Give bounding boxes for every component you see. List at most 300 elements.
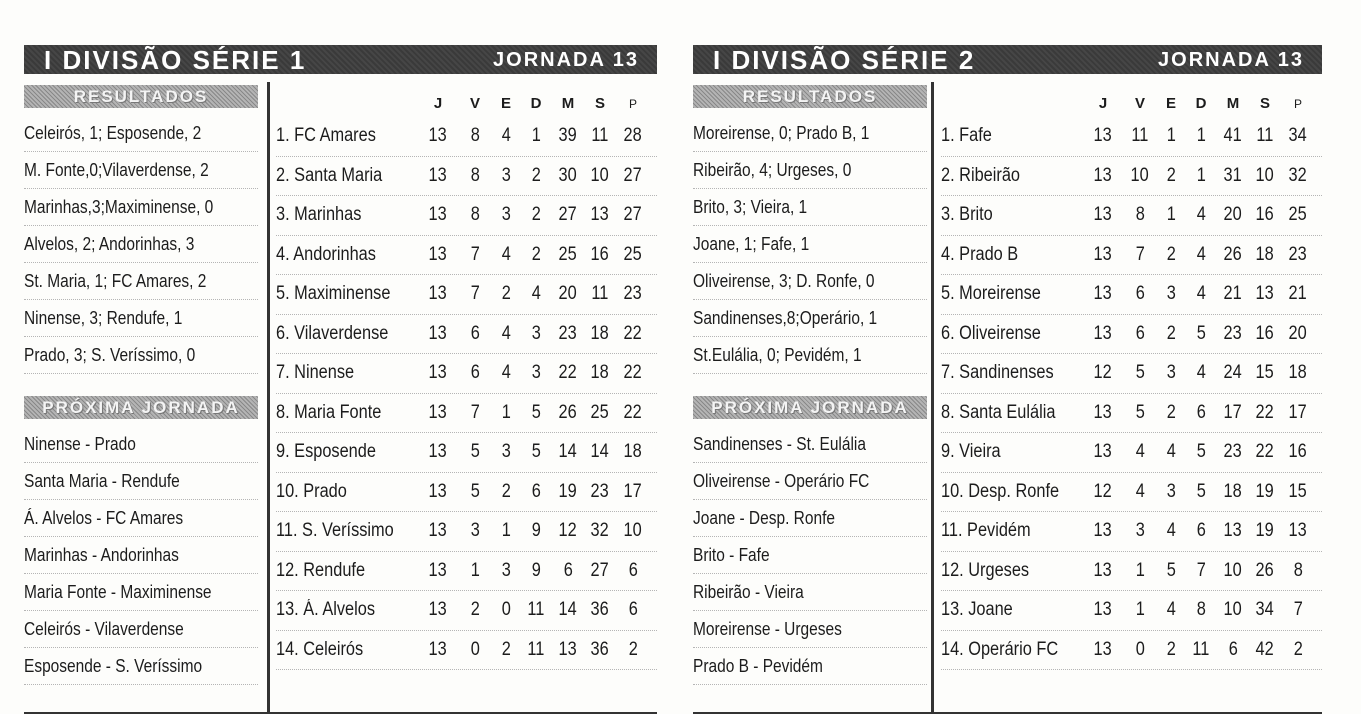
standings-row [941, 591, 1322, 631]
stat-s: 18 [590, 362, 610, 383]
stat-s: 27 [590, 559, 610, 581]
fixture-item: Ribeirão - Vieira [693, 574, 927, 611]
team-name: 14. Celeirós [276, 638, 364, 660]
stat-m: 25 [558, 243, 578, 265]
standings-row [276, 236, 657, 276]
stat-e: 5 [1166, 559, 1176, 581]
stat-j: 13 [1093, 401, 1113, 423]
stat-v: 8 [470, 204, 480, 225]
stat-j: 13 [428, 322, 448, 344]
stat-j: 13 [428, 362, 448, 383]
fixture-item: Sandinenses - St. Eulália [693, 426, 927, 463]
fixture-item: Joane - Desp. Ronfe [693, 500, 927, 537]
standings-row [276, 117, 657, 157]
stat-p: 17 [1288, 401, 1308, 423]
results-header: RESULTADOS [24, 85, 258, 108]
stat-j: 13 [1093, 559, 1113, 581]
stat-d: 5 [1196, 480, 1206, 502]
division-panel-serie-2 [693, 45, 1322, 713]
team-name: 14. Operário FC [941, 638, 1059, 660]
standings-row [276, 473, 657, 513]
stat-p: 27 [623, 164, 643, 186]
stat-s: 34 [1255, 599, 1275, 620]
team-name: 4. Prado B [941, 243, 1019, 265]
team-name: 2. Santa Maria [276, 164, 383, 186]
standings-body [276, 117, 657, 670]
stat-d: 9 [531, 559, 541, 581]
stat-j: 13 [1093, 638, 1113, 660]
stat-j: 12 [1093, 480, 1113, 502]
stat-d: 5 [1196, 441, 1206, 462]
stat-p: 13 [1288, 520, 1308, 541]
stat-m: 23 [1223, 322, 1243, 344]
stat-e: 3 [501, 559, 511, 581]
stat-m: 26 [1223, 243, 1243, 265]
stat-e: 2 [1166, 164, 1176, 186]
result-item: Marinhas,3;Maximinense, 0 [24, 189, 258, 226]
standings-header-row [941, 91, 1322, 117]
result-item: Moreirense, 0; Prado B, 1 [693, 115, 927, 152]
stat-s: 19 [1255, 480, 1275, 502]
fixture-item: Oliveirense - Operário FC [693, 463, 927, 500]
stat-m: 24 [1223, 362, 1243, 383]
fixture-item: Santa Maria - Rendufe [24, 463, 258, 500]
stat-d: 1 [531, 125, 541, 146]
stat-e: 4 [501, 322, 511, 344]
stat-p: 2 [628, 638, 638, 660]
team-name: 12. Urgeses [941, 559, 1030, 581]
stat-s: 11 [591, 125, 609, 146]
stat-v: 1 [1135, 599, 1145, 620]
stat-d: 5 [1196, 322, 1206, 344]
team-name: 13. Á. Alvelos [276, 599, 376, 620]
stat-d: 7 [1196, 559, 1206, 581]
stat-e: 3 [501, 204, 511, 225]
stat-v: 4 [1135, 480, 1145, 502]
stat-m: 19 [558, 480, 578, 502]
stat-v: 6 [1135, 322, 1145, 344]
team-name: 1. FC Amares [276, 125, 376, 146]
stat-d: 5 [531, 441, 541, 462]
standings-row [941, 275, 1322, 315]
stat-p: 22 [623, 401, 643, 423]
stat-s: 32 [590, 520, 610, 541]
stat-e: 4 [1166, 599, 1176, 620]
fixture-item: Esposende - S. Veríssimo [24, 648, 258, 685]
column-divider [931, 82, 934, 713]
stat-p: 17 [623, 480, 643, 502]
stat-e: 3 [1166, 283, 1176, 304]
stat-v: 3 [1135, 520, 1145, 541]
standings-table [276, 91, 657, 670]
column-divider [267, 82, 270, 713]
col-header-d: D [530, 95, 542, 112]
standings-header-row [276, 91, 657, 117]
division-header [693, 45, 1322, 74]
result-item: Ninense, 3; Rendufe, 1 [24, 300, 258, 337]
stat-d: 3 [531, 362, 541, 383]
stat-j: 13 [428, 204, 448, 225]
team-name: 10. Prado [276, 480, 347, 502]
stat-p: 32 [1288, 164, 1308, 186]
result-item: Joane, 1; Fafe, 1 [693, 226, 927, 263]
stat-m: 39 [558, 125, 578, 146]
stat-d: 4 [1196, 283, 1206, 304]
fixture-item: Marinhas - Andorinhas [24, 537, 258, 574]
stat-j: 13 [428, 559, 448, 581]
stat-d: 4 [1196, 243, 1206, 265]
col-header-p: P [628, 97, 637, 111]
stat-d: 11 [527, 638, 545, 660]
col-header-s: S [1259, 95, 1270, 112]
stat-s: 11 [1256, 125, 1274, 146]
results-column [693, 85, 927, 685]
standings-row [941, 196, 1322, 236]
team-name: 13. Joane [941, 599, 1013, 620]
team-name: 6. Oliveirense [941, 322, 1041, 344]
stat-v: 8 [470, 164, 480, 186]
stat-v: 0 [470, 638, 480, 660]
team-name: 6. Vilaverdense [276, 322, 389, 344]
col-header-v: V [1134, 95, 1145, 112]
stat-e: 1 [1166, 204, 1176, 225]
stat-d: 1 [1196, 164, 1206, 186]
stat-m: 26 [558, 401, 578, 423]
stat-j: 13 [1093, 125, 1113, 146]
stat-p: 8 [1293, 559, 1303, 581]
stat-p: 18 [1288, 362, 1308, 383]
stat-s: 16 [590, 243, 610, 265]
stat-v: 7 [470, 243, 480, 265]
stat-m: 6 [1228, 638, 1238, 660]
stat-j: 13 [428, 480, 448, 502]
team-name: 3. Marinhas [276, 204, 362, 225]
stat-e: 4 [501, 362, 511, 383]
stat-v: 5 [470, 480, 480, 502]
col-header-m: M [1226, 95, 1240, 112]
stat-d: 2 [531, 164, 541, 186]
stat-j: 12 [1093, 362, 1113, 383]
stat-v: 5 [1135, 401, 1145, 423]
col-header-e: E [500, 95, 511, 112]
stat-v: 7 [1135, 243, 1145, 265]
stat-m: 27 [558, 204, 578, 225]
fixture-item: Celeirós - Vilaverdense [24, 611, 258, 648]
next-round-header: PRÓXIMA JORNADA [693, 396, 927, 419]
result-item: St. Maria, 1; FC Amares, 2 [24, 263, 258, 300]
stat-s: 42 [1255, 638, 1275, 660]
stat-d: 6 [531, 480, 541, 502]
stat-s: 18 [1255, 243, 1275, 265]
standings-row [941, 433, 1322, 473]
stat-m: 17 [1223, 401, 1243, 423]
fixture-item: Moreirense - Urgeses [693, 611, 927, 648]
stat-j: 13 [1093, 441, 1113, 462]
stat-d: 1 [1196, 125, 1206, 146]
stat-j: 13 [1093, 164, 1113, 186]
standings-row [276, 591, 657, 631]
result-item: St.Eulália, 0; Pevidém, 1 [693, 337, 927, 374]
team-name: 11. Pevidém [941, 520, 1031, 541]
stat-v: 5 [470, 441, 480, 462]
standings-row [941, 512, 1322, 552]
stat-m: 20 [1223, 204, 1243, 225]
team-name: 7. Sandinenses [941, 362, 1054, 383]
stat-e: 2 [1166, 401, 1176, 423]
result-item: Sandinenses,8;Operário, 1 [693, 300, 927, 337]
stat-j: 13 [1093, 243, 1113, 265]
stat-j: 13 [428, 638, 448, 660]
stat-p: 22 [623, 322, 643, 344]
results-list [24, 115, 258, 374]
stat-s: 16 [1255, 322, 1275, 344]
stat-e: 3 [501, 164, 511, 186]
standings-body [941, 117, 1322, 670]
stat-m: 10 [1223, 559, 1243, 581]
stat-j: 13 [1093, 599, 1113, 620]
team-name: 7. Ninense [276, 362, 355, 383]
stat-e: 4 [501, 125, 511, 146]
standings-row [941, 631, 1322, 671]
stat-s: 26 [1255, 559, 1275, 581]
stat-e: 1 [1166, 125, 1176, 146]
stat-v: 4 [1135, 441, 1145, 462]
stat-p: 15 [1288, 480, 1308, 502]
stat-v: 3 [470, 520, 480, 541]
stat-m: 20 [558, 283, 578, 304]
standings-row [276, 157, 657, 197]
stat-m: 18 [1223, 480, 1243, 502]
result-item: Celeirós, 1; Esposende, 2 [24, 115, 258, 152]
stat-m: 31 [1223, 164, 1243, 186]
stat-e: 2 [501, 480, 511, 502]
stat-e: 3 [501, 441, 511, 462]
team-name: 5. Moreirense [941, 283, 1041, 304]
stat-m: 14 [558, 441, 578, 462]
stat-e: 2 [1166, 243, 1176, 265]
standings-row [941, 117, 1322, 157]
stat-m: 22 [558, 362, 578, 383]
standings-row [941, 473, 1322, 513]
stat-e: 4 [501, 243, 511, 265]
result-item: M. Fonte,0;Vilaverdense, 2 [24, 152, 258, 189]
stat-v: 6 [470, 362, 480, 383]
team-name: 4. Andorinhas [276, 243, 376, 265]
stat-e: 0 [501, 599, 511, 620]
col-header-d: D [1195, 95, 1207, 112]
stat-m: 23 [1223, 441, 1243, 462]
stat-v: 7 [470, 401, 480, 423]
stat-s: 15 [1255, 362, 1275, 383]
stat-m: 13 [558, 638, 578, 660]
stat-m: 21 [1223, 283, 1243, 304]
stat-d: 5 [531, 401, 541, 423]
result-item: Prado, 3; S. Veríssimo, 0 [24, 337, 258, 374]
standings-row [276, 394, 657, 434]
col-header-s: S [594, 95, 605, 112]
stat-d: 2 [531, 204, 541, 225]
standings-row [276, 433, 657, 473]
stat-e: 1 [501, 401, 511, 423]
stat-s: 10 [1255, 164, 1275, 186]
col-header-j: J [433, 95, 443, 112]
stat-j: 13 [428, 164, 448, 186]
stat-e: 4 [1166, 520, 1176, 541]
stat-d: 9 [531, 520, 541, 541]
result-item: Oliveirense, 3; D. Ronfe, 0 [693, 263, 927, 300]
division-title: I DIVISÃO SÉRIE 1 [44, 45, 307, 75]
stat-d: 4 [1196, 362, 1206, 383]
stat-j: 13 [1093, 283, 1113, 304]
standings-row [941, 394, 1322, 434]
col-header-m: M [561, 95, 575, 112]
stat-p: 7 [1293, 599, 1303, 620]
stat-v: 10 [1130, 164, 1150, 186]
standings-row [276, 552, 657, 592]
team-name: 1. Fafe [941, 125, 992, 146]
stat-j: 13 [428, 243, 448, 265]
round-label: JORNADA 13 [493, 49, 639, 71]
stat-s: 14 [590, 441, 610, 462]
team-name: 3. Brito [941, 204, 993, 225]
stat-d: 4 [531, 283, 541, 304]
stat-d: 4 [1196, 204, 1206, 225]
round-label: JORNADA 13 [1158, 49, 1304, 71]
results-list [693, 115, 927, 374]
stat-v: 11 [1131, 125, 1149, 146]
next-round-header: PRÓXIMA JORNADA [24, 396, 258, 419]
stat-p: 20 [1288, 322, 1308, 344]
result-item: Ribeirão, 4; Urgeses, 0 [693, 152, 927, 189]
standings-row [941, 157, 1322, 197]
standings-row [276, 631, 657, 671]
stat-p: 2 [1293, 638, 1303, 660]
stat-e: 3 [1166, 480, 1176, 502]
stat-p: 25 [623, 243, 643, 265]
division-panel-serie-1 [24, 45, 657, 713]
stat-m: 41 [1223, 125, 1243, 146]
standings-table [941, 91, 1322, 670]
stat-p: 28 [623, 125, 643, 146]
stat-p: 18 [623, 441, 643, 462]
stat-p: 23 [623, 283, 643, 304]
stat-d: 8 [1196, 599, 1206, 620]
stat-s: 11 [591, 283, 609, 304]
stat-m: 6 [563, 559, 573, 581]
standings-row [276, 275, 657, 315]
results-header: RESULTADOS [693, 85, 927, 108]
stat-m: 30 [558, 164, 578, 186]
stat-s: 19 [1255, 520, 1275, 541]
standings-row [941, 236, 1322, 276]
stat-p: 10 [623, 520, 643, 541]
standings-row [941, 315, 1322, 355]
next-fixtures-list [693, 426, 927, 685]
team-name: 8. Santa Eulália [941, 401, 1056, 423]
standings-row [941, 552, 1322, 592]
standings-row [276, 315, 657, 355]
stat-v: 1 [1135, 559, 1145, 581]
stat-s: 13 [1255, 283, 1275, 304]
col-header-j: J [1098, 95, 1108, 112]
stat-j: 13 [1093, 204, 1113, 225]
stat-v: 0 [1135, 638, 1145, 660]
stat-m: 23 [558, 322, 578, 344]
standings-row [941, 354, 1322, 394]
stat-e: 2 [1166, 638, 1176, 660]
result-item: Brito, 3; Vieira, 1 [693, 189, 927, 226]
fixture-item: Á. Alvelos - FC Amares [24, 500, 258, 537]
fixture-item: Brito - Fafe [693, 537, 927, 574]
stat-j: 13 [428, 125, 448, 146]
fixture-item: Maria Fonte - Maximinense [24, 574, 258, 611]
stat-d: 6 [1196, 401, 1206, 423]
stat-v: 7 [470, 283, 480, 304]
stat-m: 14 [558, 599, 578, 620]
stat-m: 12 [558, 520, 578, 541]
stat-p: 22 [623, 362, 643, 383]
stat-d: 3 [531, 322, 541, 344]
stat-e: 4 [1166, 441, 1176, 462]
standings-row [276, 196, 657, 236]
next-fixtures-list [24, 426, 258, 685]
col-header-e: E [1165, 95, 1176, 112]
stat-s: 25 [590, 401, 610, 423]
stat-e: 2 [501, 638, 511, 660]
stat-d: 11 [1192, 638, 1210, 660]
stat-e: 1 [501, 520, 511, 541]
stat-p: 25 [1288, 204, 1308, 225]
stat-v: 8 [470, 125, 480, 146]
stat-p: 27 [623, 204, 643, 225]
stat-p: 23 [1288, 243, 1308, 265]
stat-e: 2 [1166, 322, 1176, 344]
stat-p: 6 [628, 599, 638, 620]
team-name: 10. Desp. Ronfe [941, 480, 1060, 502]
team-name: 11. S. Veríssimo [276, 520, 394, 541]
result-item: Alvelos, 2; Andorinhas, 3 [24, 226, 258, 263]
stat-d: 2 [531, 243, 541, 265]
stat-d: 6 [1196, 520, 1206, 541]
fixture-item: Prado B - Pevidém [693, 648, 927, 685]
stat-s: 18 [590, 322, 610, 344]
stat-v: 2 [470, 599, 480, 620]
stat-j: 13 [1093, 520, 1113, 541]
stat-p: 6 [628, 559, 638, 581]
stat-s: 10 [590, 164, 610, 186]
stat-j: 13 [1093, 322, 1113, 344]
stat-m: 13 [1223, 520, 1243, 541]
stat-j: 13 [428, 283, 448, 304]
team-name: 12. Rendufe [276, 559, 366, 581]
fixture-item: Ninense - Prado [24, 426, 258, 463]
stat-e: 2 [501, 283, 511, 304]
stat-s: 22 [1255, 441, 1275, 462]
stat-s: 13 [590, 204, 610, 225]
stat-v: 6 [1135, 283, 1145, 304]
stat-v: 6 [470, 322, 480, 344]
stat-p: 16 [1288, 441, 1308, 462]
team-name: 2. Ribeirão [941, 164, 1021, 186]
stat-j: 13 [428, 401, 448, 423]
stat-p: 21 [1288, 283, 1308, 304]
stat-m: 10 [1223, 599, 1243, 620]
stat-s: 36 [590, 638, 610, 660]
team-name: 9. Vieira [941, 441, 1001, 462]
stat-s: 16 [1255, 204, 1275, 225]
stat-j: 13 [428, 520, 448, 541]
stat-s: 23 [590, 480, 610, 502]
